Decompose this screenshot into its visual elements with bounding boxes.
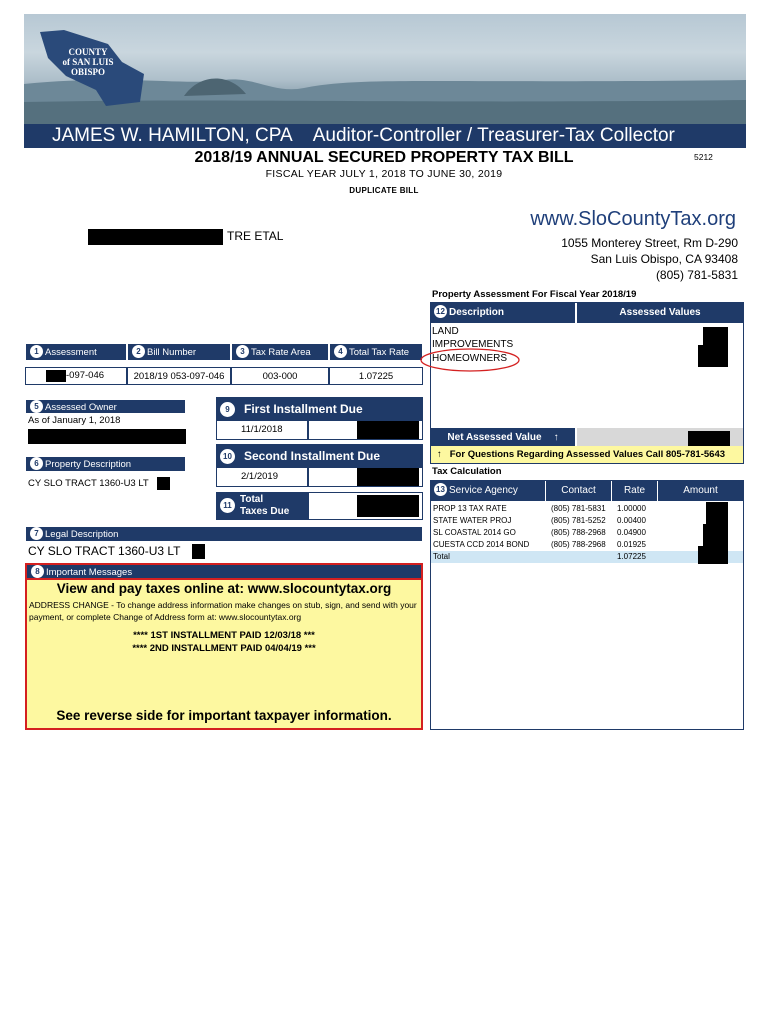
county-logo-text	[56, 47, 120, 77]
duplicate-bill-label: DUPLICATE BILL	[349, 186, 419, 195]
bill-number-value: 2018/19 053-097-046	[127, 367, 231, 385]
second-installment-date: 2/1/2019	[216, 467, 308, 487]
property-description-header	[25, 456, 186, 472]
assessment-row-improvements: IMPROVEMENTS	[432, 339, 514, 350]
tax-row-contact: (805) 788-2968	[551, 528, 606, 537]
pay-online-message: View and pay taxes online at: www.slocountytax.org	[56, 581, 392, 596]
redacted-assessment-prefix	[46, 370, 66, 382]
rate-column-header: Rate	[612, 481, 657, 501]
tax-row-rate: 0.01925	[617, 540, 646, 549]
fiscal-year: FISCAL YEAR JULY 1, 2018 TO JUNE 30, 2019	[265, 168, 503, 180]
title-bar	[24, 124, 746, 148]
website-link[interactable]: www.SloCountyTax.org	[530, 208, 736, 230]
net-label-text: Net Assessed Value	[447, 432, 542, 443]
legal-description-value: CY SLO TRACT 1360-U3 LT	[28, 544, 181, 558]
description-column-header	[431, 303, 575, 323]
first-installment-header	[216, 397, 423, 421]
redacted-second-amount	[357, 468, 419, 486]
total-tax-rate-header	[329, 343, 423, 361]
header-label: Assessed Owner	[45, 402, 117, 413]
official-name: JAMES W. HAMILTON, CPA	[52, 125, 293, 146]
number-badge: 1	[30, 345, 43, 358]
total-label-line: Total	[240, 494, 264, 505]
header-label: Legal Description	[45, 529, 119, 540]
redacted-tax-total	[698, 546, 728, 564]
number-badge: 8	[31, 565, 44, 578]
number-badge: 7	[30, 527, 43, 540]
tax-total-rate: 1.07225	[617, 552, 646, 561]
number-badge: 10	[220, 449, 235, 464]
assessment-row-land: LAND	[432, 326, 459, 337]
service-agency-column-header	[431, 481, 545, 501]
tax-row-contact: (805) 781-5831	[551, 504, 606, 513]
address-phone: (805) 781-5831	[655, 268, 738, 282]
column-label: Description	[449, 307, 505, 318]
installment-label: First Installment Due	[244, 402, 363, 416]
logo-line: of SAN LUIS	[62, 57, 114, 67]
important-messages-header	[25, 563, 423, 579]
redacted-lot-number	[157, 477, 170, 490]
assessed-owner-header	[25, 399, 186, 414]
number-badge: 3	[236, 345, 249, 358]
header-label: Assessment	[45, 347, 97, 358]
assessment-questions-note: ↑ For Questions Regarding Assessed Values Call 805-781-5643	[431, 446, 743, 463]
installment-label: Second Installment Due	[244, 449, 381, 463]
amount-column-header: Amount	[658, 481, 743, 501]
property-description-value: CY SLO TRACT 1360-U3 LT	[28, 478, 149, 489]
bill-title: 2018/19 ANNUAL SECURED PROPERTY TAX BILL	[194, 149, 574, 166]
total-label-line: Taxes Due	[240, 506, 290, 517]
first-installment-date: 11/1/2018	[216, 420, 308, 440]
address-street: 1055 Monterey Street, Rm D-290	[561, 236, 738, 250]
important-messages-box	[25, 578, 423, 730]
assessment-row-homeowners: HOMEOWNERS	[432, 353, 507, 364]
column-label: Service Agency	[449, 485, 518, 496]
redacted-first-amount	[357, 421, 419, 439]
second-installment-header	[216, 444, 423, 468]
net-assessed-value-label: Net Assessed Value ↑	[431, 428, 575, 448]
reverse-side-message: See reverse side for important taxpayer information.	[56, 708, 392, 723]
assessment-header	[25, 343, 127, 361]
second-installment-paid: **** 2ND INSTALLMENT PAID 04/04/19 ***	[132, 643, 316, 654]
questions-text: For Questions Regarding Assessed Values Call 805-781-5643	[449, 449, 726, 460]
tax-row-contact: (805) 781-5252	[551, 516, 606, 525]
address-city: San Luis Obispo, CA 93408	[590, 252, 738, 266]
redacted-net-value	[688, 431, 730, 447]
assessed-values-column-header: Assessed Values	[577, 303, 743, 323]
contact-column-header: Contact	[546, 481, 611, 501]
number-badge: 12	[434, 305, 447, 318]
owner-suffix: TRE ETAL	[227, 229, 284, 243]
number-badge: 13	[434, 483, 447, 496]
number-badge: 6	[30, 457, 43, 470]
number-badge: 9	[220, 402, 235, 417]
logo-line: OBISPO	[70, 67, 105, 77]
first-installment-paid: **** 1ST INSTALLMENT PAID 12/03/18 ***	[133, 630, 315, 641]
redacted-total-amount	[357, 495, 419, 517]
legal-description-header	[25, 526, 423, 542]
logo-line: COUNTY	[68, 47, 108, 57]
assessment-heading: Property Assessment For Fiscal Year 2018/19	[432, 289, 637, 300]
number-badge: 11	[220, 498, 235, 513]
header-label: Bill Number	[147, 347, 197, 358]
tax-calculation-heading: Tax Calculation	[432, 466, 502, 477]
assessed-owner-date: As of January 1, 2018	[28, 415, 121, 426]
header-label: Important Messages	[46, 567, 133, 578]
redacted-owner-name	[88, 229, 223, 245]
tax-row-rate: 0.04900	[617, 528, 646, 537]
tax-total-label: Total	[433, 552, 450, 561]
tax-row-rate: 0.00400	[617, 516, 646, 525]
bill-code: 5212	[694, 152, 713, 162]
number-badge: 4	[334, 345, 347, 358]
tax-total-row	[431, 551, 743, 563]
tax-row-contact: (805) 788-2968	[551, 540, 606, 549]
header-label: Tax Rate Area	[251, 347, 311, 358]
tax-row-agency: PROP 13 TAX RATE	[433, 504, 507, 513]
homeowners-circle-annotation	[419, 347, 521, 373]
tax-row-agency: CUESTA CCD 2014 BOND	[433, 540, 530, 549]
tax-row-agency: STATE WATER PROJ	[433, 516, 512, 525]
header-label: Property Description	[45, 459, 132, 470]
tax-rate-area-value: 003-000	[231, 367, 329, 385]
total-tax-rate-value: 1.07225	[329, 367, 423, 385]
total-taxes-due-header	[216, 492, 308, 520]
office-title: Auditor-Controller / Treasurer-Tax Collector	[312, 125, 675, 146]
tax-row-rate: 1.00000	[617, 504, 646, 513]
redacted-assessed-owner	[28, 429, 186, 444]
redacted-assessed-value	[698, 345, 728, 367]
tax-rate-area-header	[231, 343, 329, 361]
header-label: Total Tax Rate	[349, 347, 410, 358]
tax-row-agency: SL COASTAL 2014 GO	[433, 528, 516, 537]
redacted-legal-lot	[192, 544, 205, 559]
address-change-message: ADDRESS CHANGE - To change address information make changes on stub, sign, and send with your payment, or complete Change of Address form at: www.slocountytax.org	[29, 600, 417, 622]
number-badge: 5	[30, 400, 43, 413]
assessment-value: -097-046	[66, 370, 105, 381]
number-badge: 2	[132, 345, 145, 358]
bill-number-header	[127, 343, 231, 361]
